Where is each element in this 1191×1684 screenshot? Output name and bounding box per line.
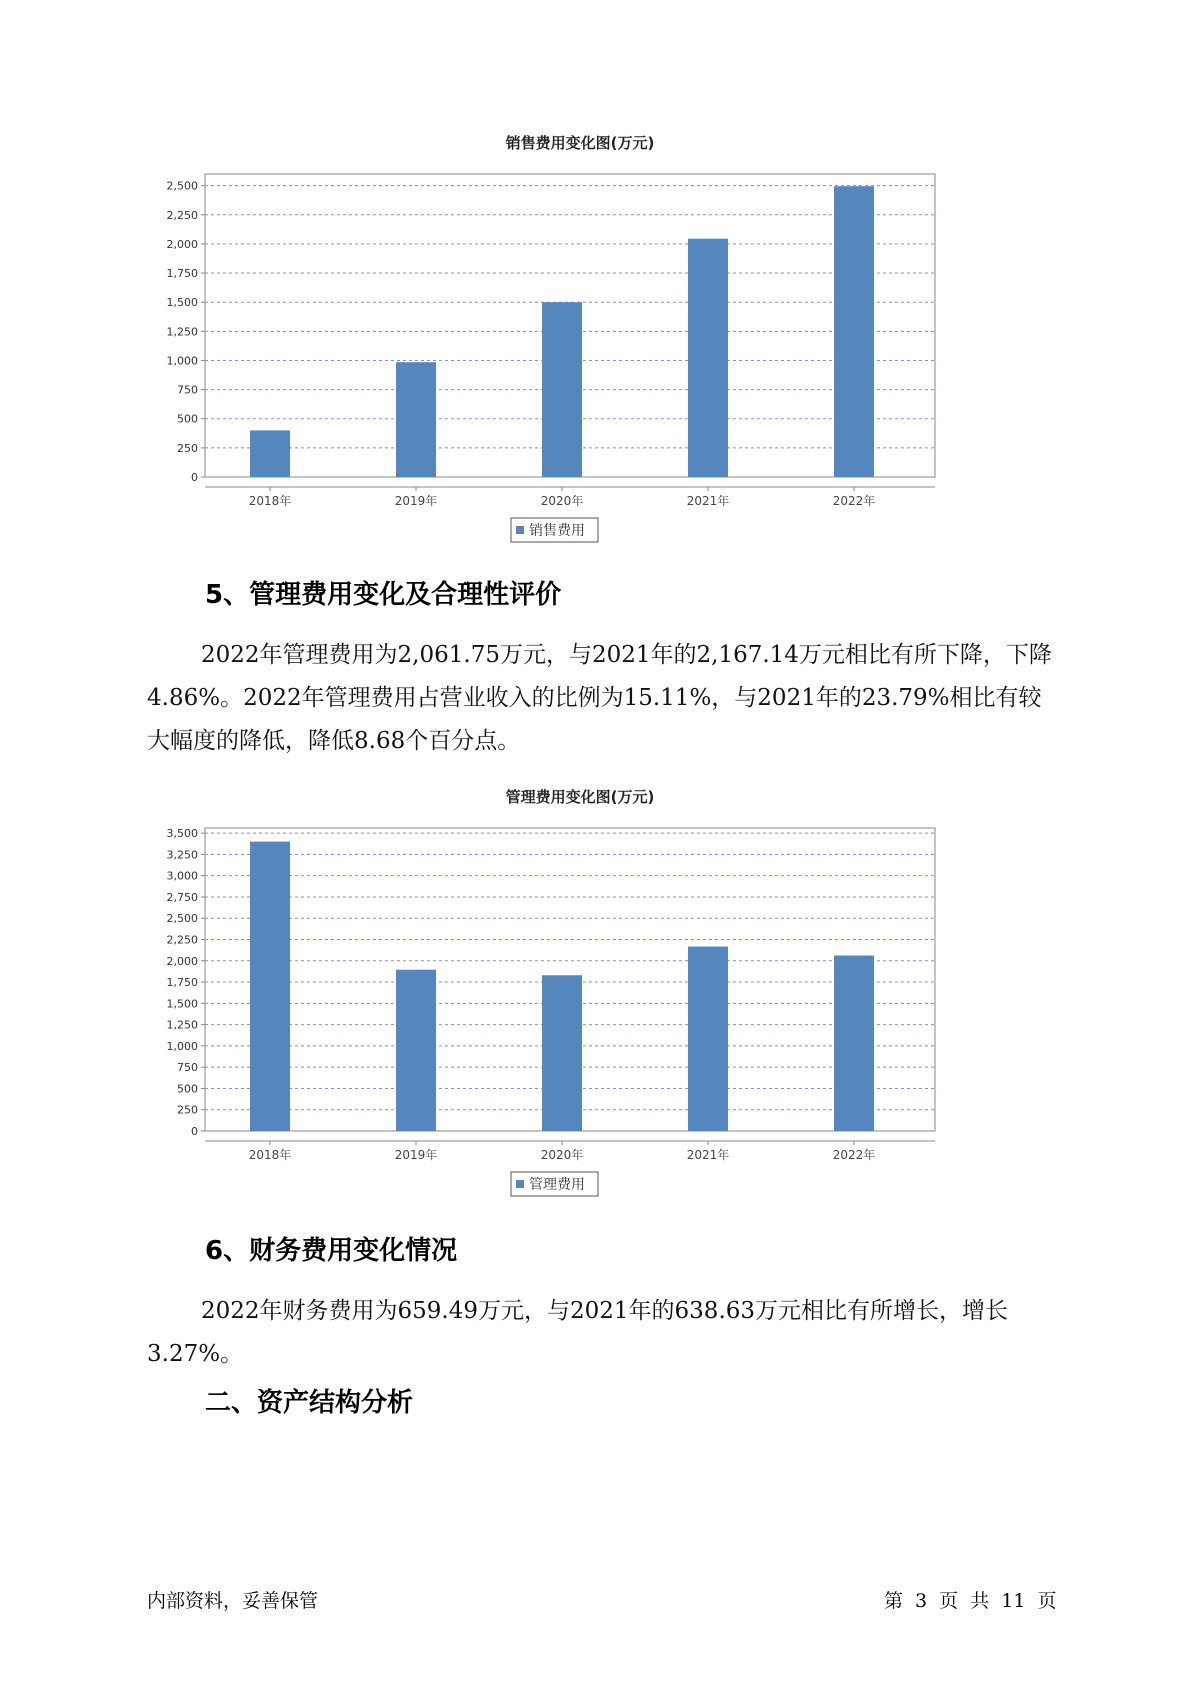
x-tick-label: 2021年 [686, 494, 730, 508]
y-tick-label: 2,500 [166, 179, 198, 193]
y-tick-label: 1,250 [166, 1018, 198, 1032]
chart-title: 销售费用变化图(万元) [505, 134, 655, 152]
bar [688, 947, 728, 1131]
bar [396, 970, 436, 1131]
y-tick-label: 1,000 [166, 354, 198, 368]
x-tick-label: 2018年 [248, 494, 292, 508]
sales-expense-chart [150, 132, 1010, 539]
chart-title: 管理费用变化图(万元) [505, 788, 655, 806]
sales-expense-chart-svg [150, 132, 1010, 552]
y-tick-label: 250 [177, 1103, 198, 1117]
x-tick-label: 2020年 [540, 494, 584, 508]
section5-paragraph: 2022年管理费用为2,061.75万元，与2021年的2,167.14万元相比有所下降，下降4.86%。2022年管理费用占营业收入的比例为15.11%，与2021年的23.79%相比有较大幅度的降低，降低8.68个百分点。 [147, 642, 1052, 754]
y-tick-label: 0 [191, 471, 198, 484]
y-tick-label: 750 [177, 1061, 198, 1075]
y-tick-label: 2,000 [166, 954, 198, 968]
y-tick-label: 500 [177, 1082, 198, 1096]
bar [396, 362, 436, 477]
y-tick-label: 3,250 [166, 848, 198, 862]
y-tick-label: 500 [177, 412, 198, 426]
y-tick-label: 3,000 [166, 869, 198, 883]
x-tick-label: 2020年 [540, 1148, 584, 1162]
x-tick-label: 2019年 [394, 494, 438, 508]
y-tick-label: 1,250 [166, 325, 198, 339]
section5-heading: 5、管理费用变化及合理性评价 [205, 580, 562, 610]
bar [688, 239, 728, 477]
legend-label: 销售费用 [529, 523, 585, 539]
x-tick-label: 2022年 [832, 494, 876, 508]
footer-page-number: 第 3 页 共 11 页 [884, 1590, 1057, 1612]
x-tick-label: 2019年 [394, 1148, 438, 1162]
legend-label: 管理费用 [529, 1177, 585, 1193]
y-tick-label: 2,750 [166, 890, 198, 904]
admin-expense-chart-svg [150, 786, 1010, 1206]
admin-expense-chart [150, 786, 1010, 1193]
y-tick-label: 3,500 [166, 827, 198, 841]
bar [250, 842, 290, 1131]
x-tick-label: 2021年 [686, 1148, 730, 1162]
y-tick-label: 1,000 [166, 1039, 198, 1053]
y-tick-label: 1,500 [166, 997, 198, 1011]
section6-heading: 6、财务费用变化情况 [205, 1236, 458, 1266]
y-tick-label: 750 [177, 383, 198, 397]
footer-confidential: 内部资料，妥善保管 [147, 1590, 319, 1612]
y-tick-label: 2,500 [166, 912, 198, 926]
bar [834, 956, 874, 1131]
legend-swatch [516, 526, 524, 534]
y-tick-label: 1,750 [166, 976, 198, 990]
y-tick-label: 2,000 [166, 237, 198, 251]
y-tick-label: 1,500 [166, 296, 198, 310]
x-tick-label: 2022年 [832, 1148, 876, 1162]
legend-swatch [516, 1180, 524, 1188]
bar [542, 302, 582, 477]
section6-paragraph: 2022年财务费用为659.49万元，与2021年的638.63万元相比有所增长，增长3.27%。 [147, 1298, 1009, 1367]
bar [250, 430, 290, 477]
bar [834, 186, 874, 477]
y-tick-label: 0 [191, 1125, 198, 1138]
y-tick-label: 1,750 [166, 267, 198, 281]
section-two-heading: 二、资产结构分析 [205, 1388, 414, 1418]
y-tick-label: 250 [177, 441, 198, 455]
y-tick-label: 2,250 [166, 208, 198, 222]
x-tick-label: 2018年 [248, 1148, 292, 1162]
bar [542, 975, 582, 1131]
y-tick-label: 2,250 [166, 933, 198, 947]
